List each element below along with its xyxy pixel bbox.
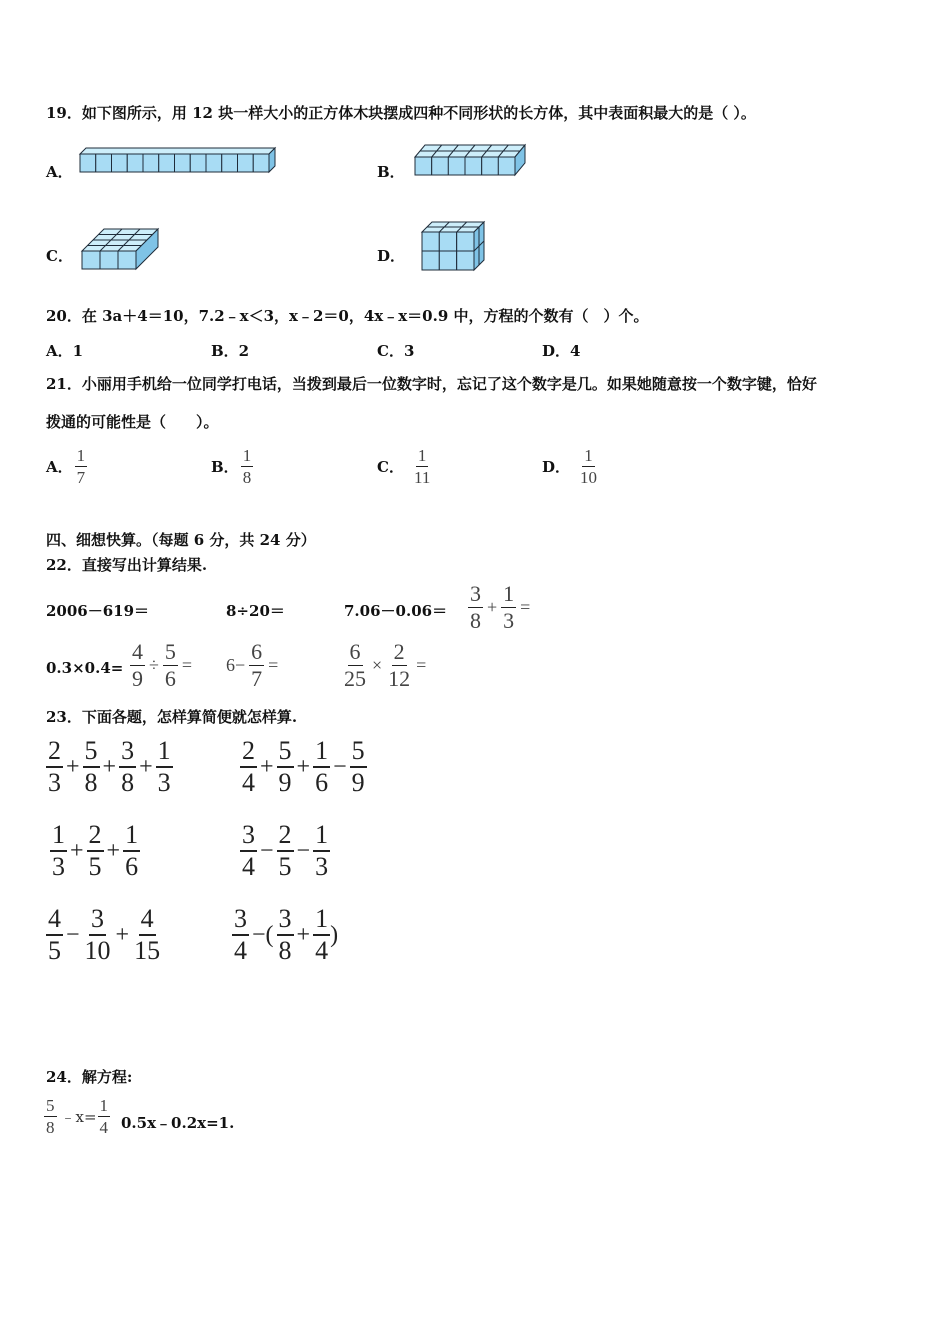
fraction-numerator: 2 [393, 639, 405, 664]
fraction [44, 1097, 57, 1136]
cube-block-2x6-icon [413, 143, 527, 177]
equals-sign: = [268, 655, 279, 675]
fraction-numerator: 1 [313, 822, 330, 852]
fraction [232, 906, 249, 964]
fraction-numerator: 3 [232, 906, 249, 936]
fraction [163, 641, 178, 690]
fraction [46, 738, 63, 796]
fraction-numerator: 5 [46, 1096, 55, 1115]
fraction [119, 738, 136, 796]
fraction [83, 906, 113, 964]
operator: + [139, 753, 153, 780]
q22-item-8 [342, 641, 430, 690]
q21-option-a[interactable] [46, 447, 87, 486]
fraction-denominator: 9 [351, 768, 365, 797]
operator: + [106, 837, 121, 864]
fraction-numerator: 1 [156, 738, 173, 768]
fraction [468, 583, 483, 632]
cube-2x2x3-icon [420, 220, 486, 272]
fraction [240, 822, 257, 880]
operator: + [115, 921, 130, 948]
fraction-denominator: 7 [76, 468, 86, 487]
q22-text: 22．直接写出计算结果. [46, 556, 208, 574]
q21-option-b-label: B． [211, 458, 239, 476]
fraction-numerator: 3 [119, 738, 136, 768]
fraction-denominator: 12 [388, 666, 411, 691]
fraction [313, 822, 330, 880]
q22-item-1: 2006－619＝ [46, 602, 150, 620]
q20-text: 20．在 3a＋4＝10，7.2﹣x＜3，x﹣2＝0，4x﹣x＝0.9 中，方程的个数有（ ）个。 [46, 307, 649, 325]
equals-sign: = [416, 655, 427, 675]
operator: + [487, 597, 498, 617]
fraction-denominator: 8 [121, 768, 135, 797]
fraction-denominator: 3 [52, 852, 65, 881]
q22-item-4 [468, 583, 534, 632]
operator: + [70, 837, 84, 864]
q21-text-line2: 拨通的可能性是（ ）。 [46, 413, 219, 431]
fraction-denominator: 8 [84, 768, 98, 797]
equation-middle: ﹣x= [60, 1108, 97, 1126]
fraction [50, 822, 67, 880]
fraction-numerator: 6 [349, 639, 361, 664]
q23-text: 23．下面各题，怎样算简便就怎样算. [46, 708, 298, 726]
fraction-denominator: 4 [242, 768, 255, 797]
q21-option-c[interactable] [377, 447, 432, 486]
fraction-numerator: 3 [89, 906, 106, 936]
operator: −( [252, 921, 274, 948]
q20-option-b[interactable]: B．2 [211, 342, 250, 360]
fraction-numerator: 3 [277, 906, 294, 936]
fraction [342, 641, 368, 690]
operator: + [66, 753, 80, 780]
fraction [87, 822, 104, 880]
fraction-denominator: 9 [132, 666, 143, 691]
operator: ÷ [149, 655, 159, 675]
fraction-denominator: 15 [134, 936, 161, 965]
fraction-denominator: 7 [251, 666, 263, 691]
q21-option-b-fraction [241, 447, 254, 486]
operator: − [260, 837, 274, 864]
equals-sign: = [181, 655, 193, 675]
fraction-denominator: 4 [99, 1118, 109, 1137]
fraction-denominator: 9 [278, 768, 292, 797]
fraction-numerator: 1 [313, 906, 330, 936]
fraction-numerator: 2 [277, 822, 294, 852]
fraction-denominator: 10 [84, 936, 111, 965]
operator: + [296, 921, 311, 948]
q23-expr-6 [232, 906, 341, 964]
q20-option-c[interactable]: C．3 [377, 342, 415, 360]
fraction-denominator: 4 [242, 852, 255, 881]
fraction-denominator: 3 [503, 608, 515, 633]
fraction-denominator: 4 [234, 936, 247, 965]
operator: + [102, 753, 117, 780]
operator: ) [330, 921, 339, 948]
operator: + [296, 753, 311, 780]
q22-item-6 [130, 641, 196, 690]
operator: + [260, 753, 274, 780]
fraction-numerator: 1 [313, 738, 330, 768]
fraction [83, 738, 100, 796]
q19-text: 19．如下图所示，用 12 块一样大小的正方体木块摆成四种不同形状的长方体，其中表面积最大的是（ ）。 [46, 104, 756, 122]
fraction-numerator: 1 [584, 446, 593, 465]
cube-row-1x12-icon [78, 146, 278, 176]
q24-equation-1 [44, 1097, 110, 1136]
operator: × [372, 655, 383, 675]
fraction-denominator: 6 [125, 852, 139, 881]
fraction [240, 738, 257, 796]
q23-expr-3 [50, 822, 140, 880]
fraction-numerator: 1 [99, 1096, 109, 1115]
fraction [156, 738, 173, 796]
fraction-numerator: 1 [417, 446, 427, 465]
q19-option-a-label[interactable]: A． [46, 163, 73, 181]
operator: − [66, 921, 80, 948]
fraction-denominator: 8 [470, 608, 481, 633]
q24-text: 24．解方程: [46, 1068, 133, 1086]
q22-item-7 [226, 641, 282, 690]
operator: − [296, 837, 311, 864]
cube-flat-3x4-icon [80, 227, 160, 272]
q21-option-b[interactable] [211, 447, 253, 486]
q23-expr-4 [240, 822, 330, 880]
fraction-numerator: 3 [470, 581, 481, 606]
fraction [123, 822, 140, 880]
fraction-denominator: 8 [46, 1118, 55, 1137]
fraction-denominator: 3 [157, 768, 171, 797]
fraction-numerator: 5 [83, 738, 100, 768]
q21-option-d-label: D． [542, 458, 571, 476]
fraction [313, 906, 330, 964]
fraction-denominator: 10 [580, 468, 598, 487]
fraction-numerator: 6 [251, 639, 263, 664]
fraction-denominator: 3 [315, 852, 329, 881]
q21-option-d-fraction [578, 447, 599, 486]
fraction-numerator: 1 [76, 446, 86, 465]
fraction-denominator: 6 [315, 768, 329, 797]
fraction [277, 822, 294, 880]
fraction-denominator: 5 [88, 852, 102, 881]
q23-expr-2 [240, 738, 367, 796]
fraction-denominator: 3 [48, 768, 61, 797]
fraction-numerator: 2 [46, 738, 63, 768]
fraction [313, 738, 330, 796]
fraction [130, 641, 145, 690]
q21-option-d[interactable] [542, 447, 599, 486]
fraction-numerator: 1 [503, 581, 515, 606]
fraction-denominator: 5 [278, 852, 292, 881]
q23-expr-1 [46, 738, 173, 796]
fraction-numerator: 4 [46, 906, 63, 936]
fraction-numerator: 5 [164, 639, 176, 664]
q22-item-2: 8÷20＝ [226, 602, 285, 620]
fraction-numerator: 3 [240, 822, 257, 852]
q20-option-a[interactable]: A．1 [46, 342, 84, 360]
fraction [98, 1097, 111, 1136]
q24-equation-2: 0.5x﹣0.2x=1. [121, 1114, 235, 1132]
fraction [501, 583, 516, 632]
fraction-numerator: 4 [139, 906, 156, 936]
fraction-numerator: 2 [87, 822, 104, 852]
q21-option-c-label: C． [377, 458, 404, 476]
q21-option-a-label: A． [46, 458, 73, 476]
fraction-denominator: 25 [344, 666, 366, 691]
operator: 6− [226, 655, 246, 675]
operator: − [333, 753, 347, 780]
fraction [277, 906, 294, 964]
fraction-denominator: 4 [315, 936, 329, 965]
fraction-numerator: 1 [242, 446, 252, 465]
q21-option-c-fraction [412, 447, 432, 486]
q21-option-a-fraction [75, 447, 88, 486]
fraction-denominator: 5 [48, 936, 61, 965]
fraction [350, 738, 367, 796]
equals-sign: = [520, 597, 531, 617]
fraction-numerator: 4 [132, 639, 143, 664]
fraction-numerator: 5 [277, 738, 294, 768]
fraction [46, 906, 63, 964]
fraction-denominator: 11 [413, 468, 431, 487]
fraction [386, 641, 412, 690]
q20-option-d[interactable]: D．4 [542, 342, 581, 360]
fraction [249, 641, 264, 690]
fraction-denominator: 8 [278, 936, 292, 965]
fraction-numerator: 2 [240, 738, 257, 768]
fraction-numerator: 1 [50, 822, 67, 852]
q22-item-3: 7.06－0.06＝ [344, 602, 448, 620]
fraction [132, 906, 162, 964]
q22-item-5: 0.3×0.4= [46, 659, 124, 677]
q19-option-b-label[interactable]: B． [377, 163, 405, 181]
q19-option-c-label[interactable]: C． [46, 247, 73, 265]
fraction-denominator: 8 [242, 468, 252, 487]
fraction-numerator: 1 [123, 822, 140, 852]
q21-text-line1: 21．小丽用手机给一位同学打电话，当拨到最后一位数字时，忘记了这个数字是几。如果她随意按一个数字键，恰好 [46, 375, 817, 393]
q23-expr-5 [46, 906, 162, 964]
section-4-title: 四、细想快算。（每题 6 分，共 24 分） [46, 531, 316, 549]
q19-option-d-label[interactable]: D． [377, 247, 406, 265]
fraction-numerator: 5 [350, 738, 367, 768]
fraction [277, 738, 294, 796]
fraction-denominator: 6 [164, 666, 176, 691]
